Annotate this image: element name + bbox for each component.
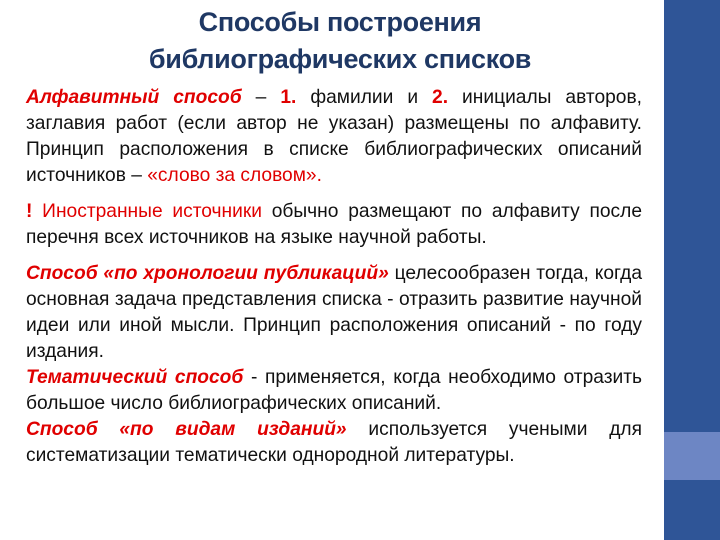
term-thematic: Тематический способ <box>26 367 244 388</box>
decorative-sidebar-accent <box>664 432 720 480</box>
foreign-sources-text: обычно размещают по алфавиту после перечня всех источников на языке научной работы. <box>26 201 642 248</box>
alpha-quote: «слово за словом». <box>147 165 322 186</box>
term-chronological: Способ «по хронологии публикаций» <box>26 263 389 284</box>
paragraph-foreign-sources <box>26 199 642 251</box>
publication-types-text: используется учеными для систематизации тематически однородной литературы. <box>26 419 643 466</box>
slide-title <box>20 4 660 78</box>
alpha-number-1: 1. <box>280 87 297 108</box>
term-alphabetical: Алфавитный способ <box>26 87 242 108</box>
slide-title-line-2: библиографических списков <box>148 44 532 74</box>
exclamation-mark: ! <box>26 201 33 222</box>
alpha-dash: – <box>241 87 281 108</box>
alpha-number-2: 2. <box>432 87 449 108</box>
thematic-text: - применяется, когда необходимо отразить большое число библиографических описаний. <box>26 367 642 414</box>
paragraph-thematic <box>26 365 642 417</box>
chronological-text: целесообразен тогда, когда основная задача представления списка - отразить развитие научной идеи или иной мысли. Принцип расположения описаний - по году издания. <box>26 263 642 362</box>
alpha-text-1: фамилии и <box>296 87 433 108</box>
term-publication-types: Способ «по видам изданий» <box>26 419 347 440</box>
paragraph-chronological <box>26 261 642 365</box>
slide-title-line-1: Способы построения <box>198 7 482 37</box>
paragraph-publication-types <box>26 417 642 469</box>
slide-body <box>26 85 642 469</box>
alpha-text-2: инициалы авторов, заглавия работ (если автор не указан) размещены по алфавиту. Принцип расположения в списке библиографических описаний источников – <box>26 87 642 186</box>
paragraph-alphabetical <box>26 85 642 189</box>
foreign-sources-term: Иностранные источники <box>32 201 262 222</box>
